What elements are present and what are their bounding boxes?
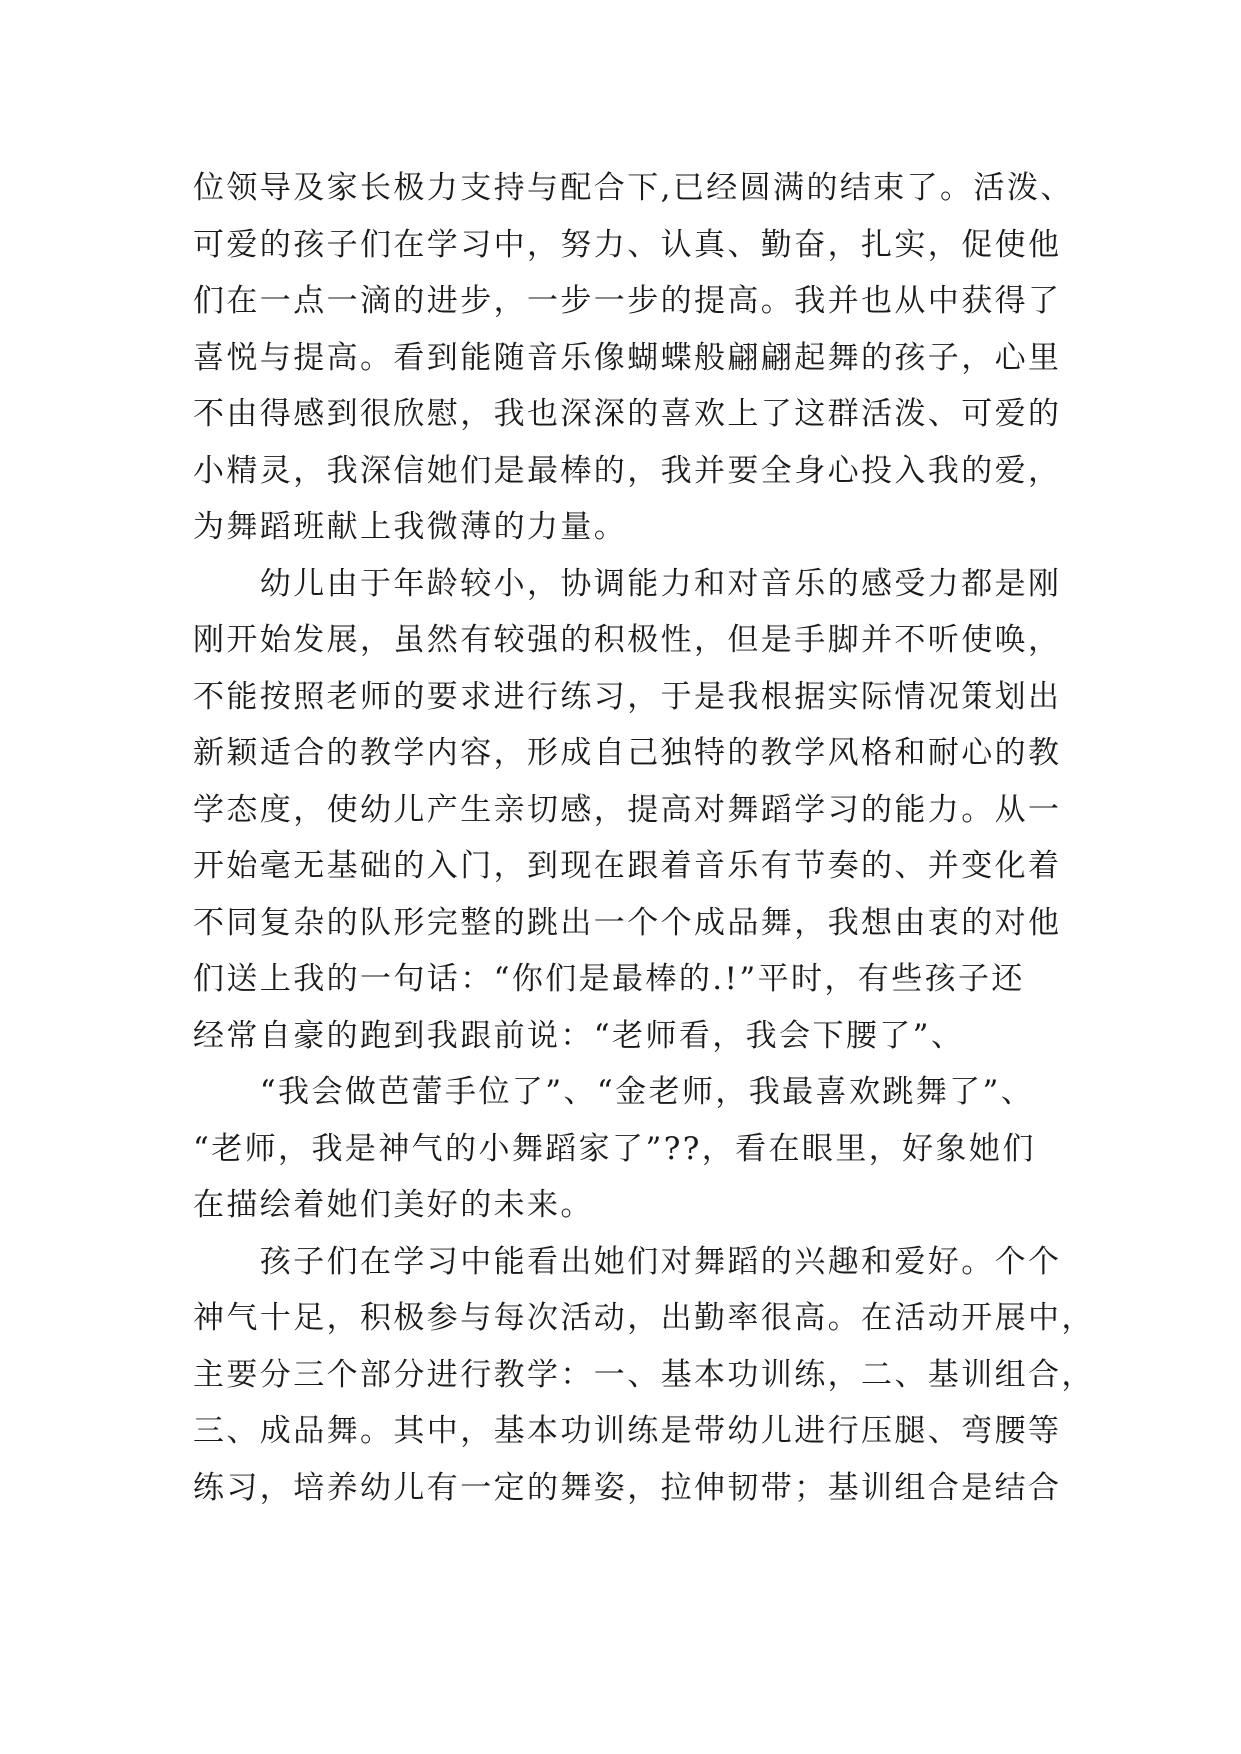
- text-line: 不由得感到很欣慰，我也深深的喜欢上了这群活泼、可爱的: [193, 396, 1062, 432]
- text-line: 为舞蹈班献上我微薄的力量。: [193, 509, 628, 545]
- text-line: “老师，我是神气的小舞蹈家了”??，看在眼里，好象她们: [193, 1130, 1036, 1167]
- text-line: 开始毫无基础的入门，到现在跟着音乐有节奏的、并变化着: [193, 848, 1062, 884]
- text-line: 位领导及家长极力支持与配合下,已经圆满的结束了。活泼、: [193, 170, 1074, 206]
- text-line: “我会做芭蕾手位了”、“金老师，我最喜欢跳舞了”、: [193, 1074, 1035, 1110]
- text-line: 们在一点一滴的进步，一步一步的提高。我并也从中获得了: [193, 283, 1062, 319]
- text-line: 主要分三个部分进行教学：一、基本功训练，二、基训组合，: [193, 1356, 1095, 1393]
- text-line: 孩子们在学习中能看出她们对舞蹈的兴趣和爱好。个个: [193, 1243, 1062, 1280]
- text-line: 三、成品舞。其中，基本功训练是带幼儿进行压腿、弯腰等: [193, 1413, 1062, 1449]
- text-line: 学态度，使幼儿产生亲切感，提高对舞蹈学习的能力。从一: [193, 791, 1062, 828]
- text-line: 喜悦与提高。看到能随音乐像蝴蝶般翩翩起舞的孩子，心里: [193, 339, 1062, 376]
- text-line: 练习，培养幼儿有一定的舞姿，拉伸韧带；基训组合是结合: [193, 1469, 1062, 1506]
- text-line: 们送上我的一句话：“你们是最棒的.!”平时，有些孩子还: [193, 961, 1025, 997]
- text-line: 小精灵，我深信她们是最棒的，我并要全身心投入我的爱，: [193, 452, 1062, 489]
- text-line: 不能按照老师的要求进行练习，于是我根据实际情况策划出: [193, 678, 1062, 715]
- body-text: [193, 160, 1095, 1516]
- text-line: 新颖适合的教学内容，形成自己独特的教学风格和耐心的教: [193, 735, 1062, 771]
- text-line: 幼儿由于年龄较小，协调能力和对音乐的感受力都是刚: [193, 565, 1062, 602]
- text-line: 神气十足，积极参与每次活动，出勤率很高。在活动开展中，: [193, 1300, 1095, 1336]
- text-line: 不同复杂的队形完整的跳出一个个成品舞，我想由衷的对他: [193, 904, 1062, 941]
- text-line: 刚开始发展，虽然有较强的积极性，但是手脚并不听使唤，: [193, 622, 1062, 658]
- text-line: 可爱的孩子们在学习中，努力、认真、勤奋，扎实，促使他: [193, 226, 1062, 263]
- text-line: 经常自豪的跑到我跟前说：“老师看，我会下腰了”、: [193, 1017, 965, 1054]
- text-line: 在描绘着她们美好的未来。: [193, 1187, 594, 1223]
